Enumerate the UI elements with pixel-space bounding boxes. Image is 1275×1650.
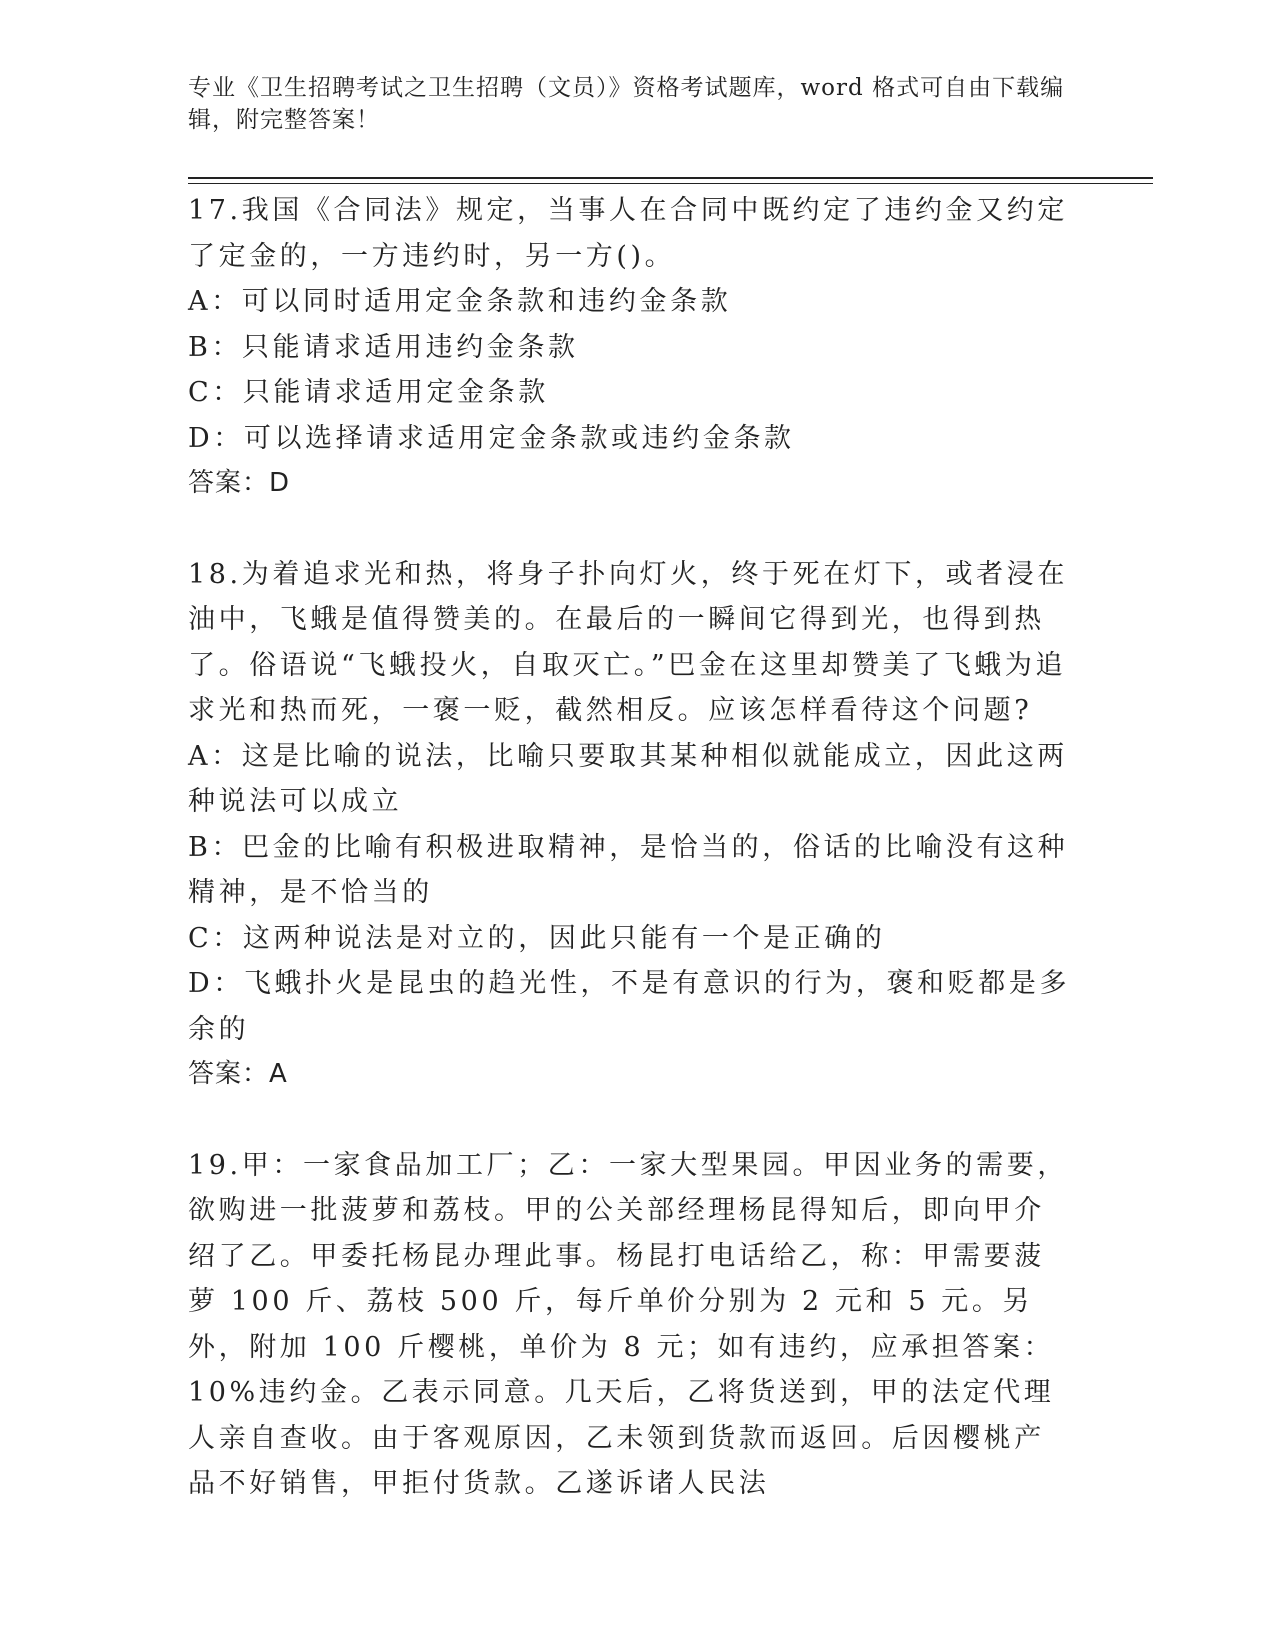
question-19 [188, 1143, 1073, 1507]
option-a: A：这是比喻的说法，比喻只要取其某种相似就能成立，因此这两种说法可以成立 [188, 740, 1068, 817]
header-divider [188, 177, 1153, 179]
question-stem: 18.为着追求光和热，将身子扑向灯火，终于死在灯下，或者浸在油中，飞蛾是值得赞美的。在最后的一瞬间它得到光，也得到热了。俗语说“飞蛾投火，自取灭亡。”巴金在这里却赞美了飞蛾为追求光和热而死，一褒一贬，截然相反。应该怎样看待这个问题? [188, 558, 1068, 726]
option-b: B：巴金的比喻有积极进取精神，是恰当的，俗话的比喻没有这种精神，是不恰当的 [188, 831, 1069, 908]
option-c: C：这两种说法是对立的，因此只能有一个是正确的 [188, 922, 886, 954]
question-stem: 19.甲：一家食品加工厂；乙：一家大型果园。甲因业务的需要，欲购进一批菠萝和荔枝。甲的公关部经理杨昆得知后，即向甲介绍了乙。甲委托杨昆办理此事。杨昆打电话给乙，称：甲需要菠萝 100 斤、荔枝 500 斤，每斤单价分别为 2 元和 5 元。另外，附加 100 斤樱桃，单价为 8 元；如有违约，应承担答案：10%违约金。乙表示同意。几天后，乙将货送到，甲的法定代理人亲自查收。由于客观原因，乙未领到货款而返回。后因樱桃产品不好销售，甲拒付货款。乙遂诉诸人民法 [188, 1149, 1068, 1499]
question-17 [188, 188, 1073, 507]
question-18 [188, 552, 1073, 1098]
question-stem: 17.我国《合同法》规定，当事人在合同中既约定了违约金又约定了定金的，一方违约时，另一方()。 [188, 195, 1068, 272]
answer-line: 答案：A [188, 1059, 288, 1089]
question-list [188, 188, 1073, 1552]
answer-line: 答案：D [188, 468, 291, 498]
header-divider-thin [188, 183, 1153, 184]
document-header: 专业《卫生招聘考试之卫生招聘（文员）》资格考试题库，word 格式可自由下载编辑，附完整答案！ [188, 75, 1065, 133]
option-a: A：可以同时适用定金条款和违约金条款 [188, 286, 732, 317]
option-d: D：可以选择请求适用定金条款或违约金条款 [188, 422, 795, 454]
option-c: C：只能请求适用定金条款 [188, 377, 549, 408]
option-d: D：飞蛾扑火是昆虫的趋光性，不是有意识的行为，褒和贬都是多余的 [188, 968, 1071, 1045]
option-b: B：只能请求适用违约金条款 [188, 331, 579, 363]
